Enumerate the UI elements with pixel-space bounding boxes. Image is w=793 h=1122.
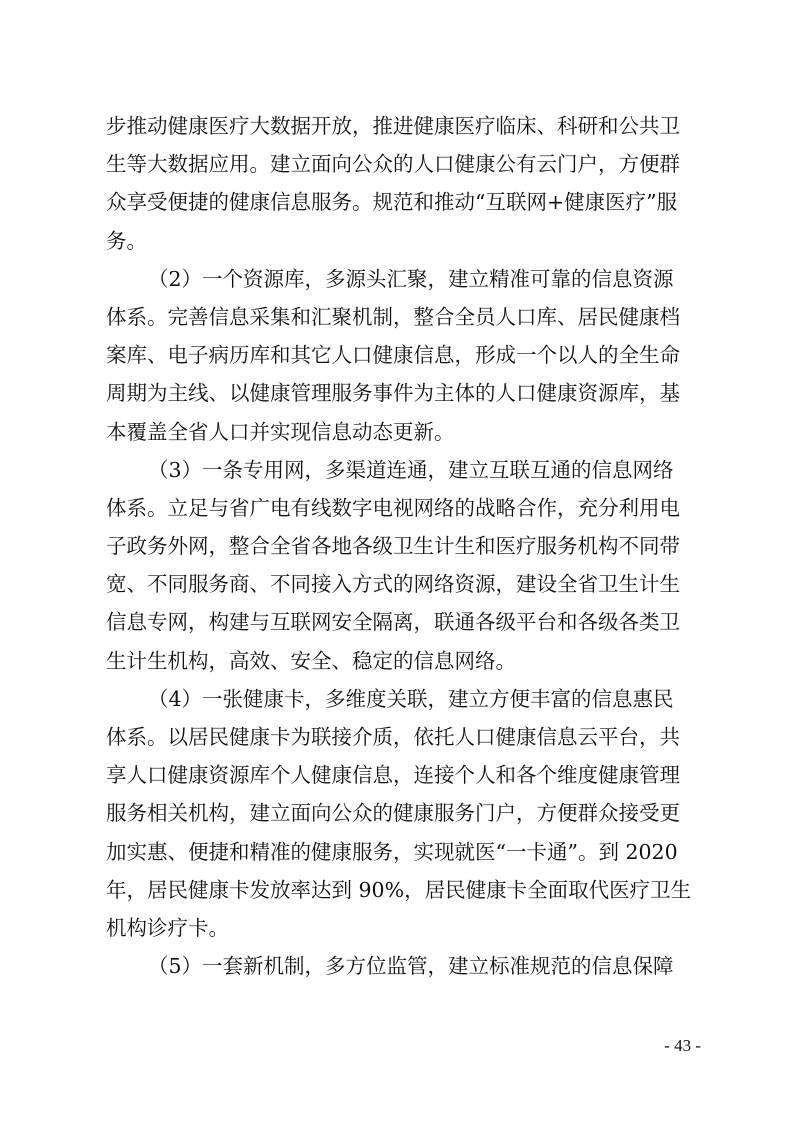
paragraph-heading-line: （5）一套新机制，多方位监管，建立标准规范的信息保障	[148, 954, 674, 979]
text-line: 享人口健康资源库个人健康信息，连接个人和各个维度健康管理	[106, 763, 680, 788]
text-line: 体系。以居民健康卡为联接介质，依托人口健康信息云平台，共	[106, 725, 680, 749]
body-text	[106, 107, 691, 985]
text-line: 加实惠、便捷和精准的健康服务，实现就医“一卡通”。到 2020	[106, 839, 678, 864]
text-line: 本覆盖全省人口并实现信息动态更新。	[106, 419, 455, 444]
text-line: 周期为主线、以健康管理服务事件为主体的人口健康资源库，基	[106, 381, 680, 406]
paragraph-heading-line: （3）一条专用网，多渠道连通，建立互联互通的信息网络	[148, 457, 674, 482]
paragraph-heading-line: （4）一张健康卡，多维度关联，建立方便丰富的信息惠民	[148, 686, 674, 711]
text-line: 信息专网，构建与互联网安全隔离，联通各级平台和各级各类卫	[106, 610, 680, 635]
text-line: 服务相关机构，建立面向公众的健康服务门户，方便群众接受更	[106, 801, 680, 826]
text-line: 体系。完善信息采集和汇聚机制，整合全员人口库、居民健康档	[106, 304, 680, 329]
text-line: 子政务外网，整合全省各地各级卫生计生和医疗服务机构不同带	[106, 534, 680, 559]
text-line: 体系。立足与省广电有线数字电视网络的战略合作，充分利用电	[106, 495, 680, 520]
text-line: 务。	[106, 228, 147, 253]
text-line: 宽、不同服务商、不同接入方式的网络资源，建设全省卫生计生	[106, 572, 680, 597]
text-line: 年，居民健康卡发放率达到 90%，居民健康卡全面取代医疗卫生	[106, 877, 691, 902]
text-line: 机构诊疗卡。	[106, 915, 229, 940]
text-line: 众享受便捷的健康信息服务。规范和推动“互联网+健康医疗”服	[106, 190, 678, 215]
paragraph-heading-line: （2）一个资源库，多源头汇聚，建立精准可靠的信息资源	[148, 266, 674, 291]
text-line: 案库、电子病历库和其它人口健康信息，形成一个以人的全生命	[106, 343, 680, 368]
text-line: 生计生机构，高效、安全、稳定的信息网络。	[106, 648, 516, 673]
page-number: - 43 -	[664, 1036, 701, 1055]
text-line: 生等大数据应用。建立面向公众的人口健康公有云门户，方便群	[106, 152, 680, 177]
text-line: 步推动健康医疗大数据开放，推进健康医疗临床、科研和公共卫	[106, 114, 680, 138]
